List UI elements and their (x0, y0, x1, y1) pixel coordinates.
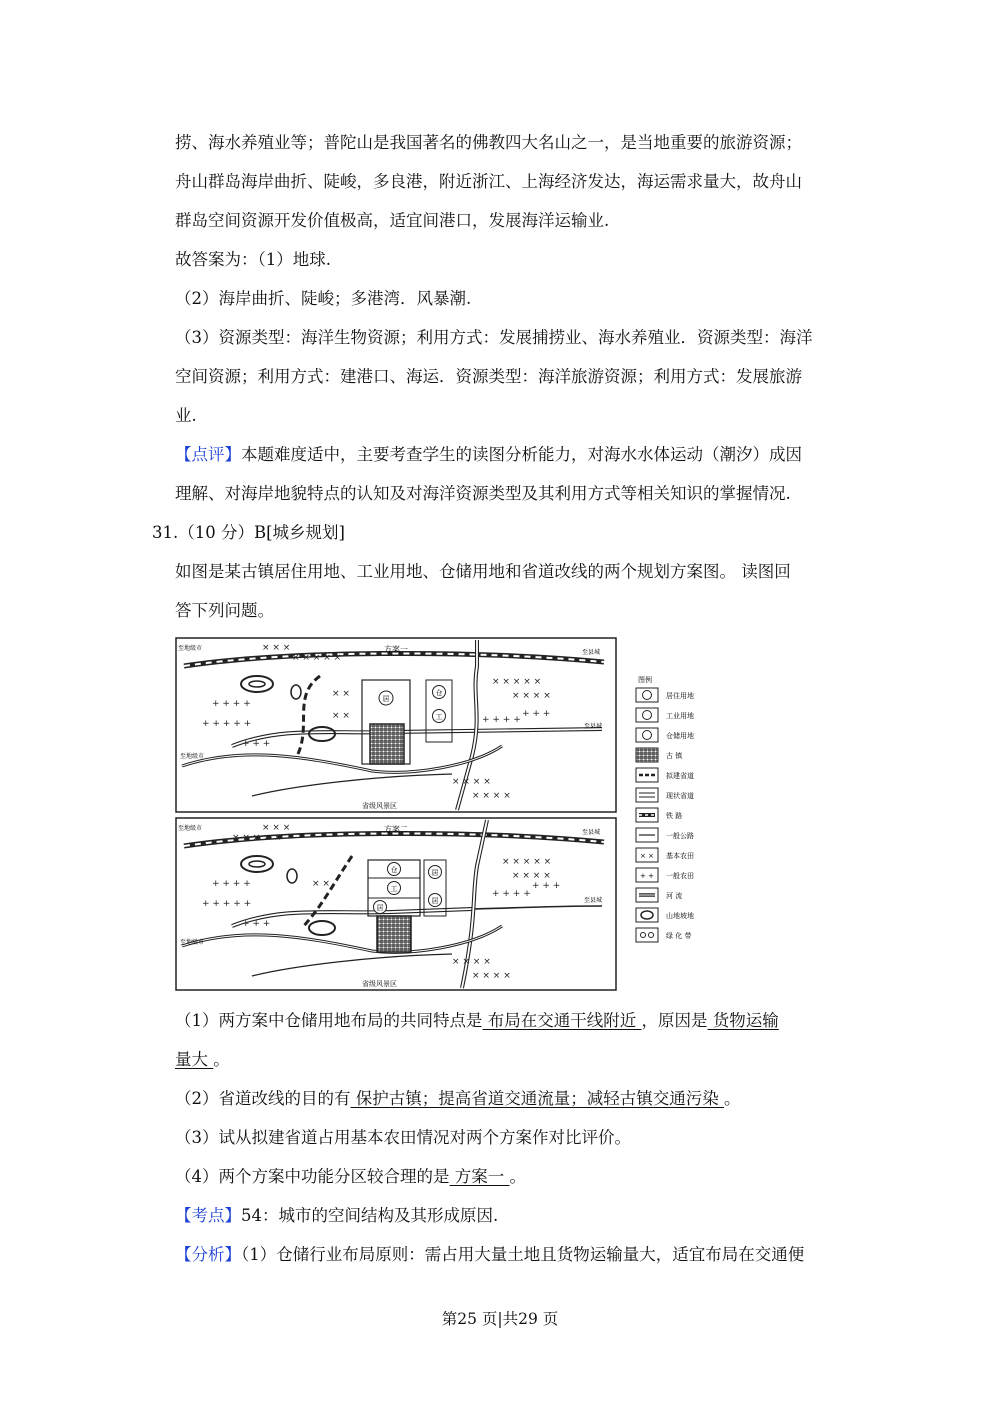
land-residential-label: 居 (431, 897, 439, 905)
page-footer: 第25 页|共29 页 (441, 1310, 559, 1328)
svg-text:× × × ×: × × × × (472, 791, 511, 801)
svg-text:一般农田: 一般农田 (666, 872, 694, 880)
map-legend (636, 675, 694, 942)
svg-text:× × × ×: × × × × (452, 777, 491, 787)
question-intro: 如图是某古镇居住用地、工业用地、仓储用地和省道改线的两个规划方案图。 读图回 (175, 562, 791, 581)
legend-item (636, 888, 682, 902)
legend-title: 图例 (638, 676, 652, 684)
kaodian-text: 54：城市的空间结构及其形成原因. (241, 1206, 499, 1225)
svg-text:+ + +: + + + (532, 881, 561, 891)
svg-text:+ + +: + + + (242, 739, 271, 749)
svg-text:× × × × ×: × × × × × (502, 857, 552, 867)
svg-text:+ +: + + (640, 872, 654, 880)
question-header: 31.（10 分）B[城乡规划] (152, 523, 345, 542)
kaodian-line (175, 1206, 498, 1226)
legend-item (636, 828, 694, 842)
to-county-top-label: 至县城 (582, 649, 601, 656)
scenic-area-label: 省级风景区 (362, 802, 397, 810)
svg-text:× ×: × × (332, 689, 350, 699)
review-line: 理解、对海岸地貌特点的认知及对海洋资源类型及其利用方式等相关知识的掌握情况. (175, 484, 791, 503)
land-storage-label: 仓 (390, 866, 398, 874)
svg-text:河 流: 河 流 (666, 892, 683, 900)
text-line: 业. (175, 406, 197, 425)
review-tag: 【点评】 (175, 445, 241, 464)
to-county-mid-label: 至县城 (584, 723, 603, 730)
answer-text: （4）两个方案中功能分区较合理的是 (175, 1167, 450, 1186)
svg-text:拟建省道: 拟建省道 (666, 772, 694, 780)
legend-item (636, 728, 694, 742)
scenic-area-label: 省级风景区 (362, 980, 397, 988)
svg-text:× × × × ×: × × × × × (492, 677, 542, 687)
answer-line-1 (175, 1011, 779, 1031)
svg-text:+ + + + +: + + + + + (202, 719, 252, 729)
legend-item (636, 808, 682, 822)
legend-item (636, 688, 694, 702)
review-text: 本题难度适中，主要考查学生的读图分析能力，对海水水体运动（潮汐）成因 (241, 445, 802, 464)
svg-text:+ + + +: + + + + (212, 699, 251, 709)
answer-line-3: （3）试从拟建省道占用基本农田情况对两个方案作对比评价。 (175, 1128, 631, 1147)
svg-text:古 镇: 古 镇 (666, 752, 683, 760)
land-residential-label: 居 (376, 904, 384, 912)
svg-text:绿 化 带: 绿 化 带 (666, 932, 692, 940)
svg-text:基本农田: 基本农田 (666, 852, 694, 860)
plan-one-map (176, 638, 616, 812)
svg-text:现状省道: 现状省道 (666, 792, 694, 800)
svg-text:× × × ×: × × × × (512, 871, 551, 881)
svg-text:居住用地: 居住用地 (666, 692, 694, 700)
answer-line-1b (175, 1050, 230, 1070)
answer-line-4 (175, 1167, 526, 1187)
to-prefecture-top-label: 至地级市 (178, 645, 203, 652)
legend-item (636, 768, 694, 782)
svg-text:+ + +: + + + (242, 919, 271, 929)
land-industrial-label: 工 (390, 885, 398, 893)
text-line: 空间资源；利用方式：建港口、海运．资源类型：海洋旅游资源；利用方式：发展旅游 (175, 367, 802, 386)
answer-fill: 货物运输 (707, 1011, 779, 1030)
svg-text:× ×: × × (332, 711, 350, 721)
text-line: （3）资源类型：海洋生物资源；利用方式：发展捕捞业、海水养殖业．资源类型：海洋 (175, 328, 813, 347)
land-residential-label: 居 (382, 695, 390, 703)
legend-item (636, 788, 694, 802)
legend-item (636, 908, 694, 922)
land-residential-label: 居 (431, 869, 439, 877)
answer-fill: 保护古镇；提高省道交通流量；减轻古镇交通污染 (350, 1089, 724, 1108)
svg-text:一般公路: 一般公路 (666, 832, 694, 840)
kaodian-tag: 【考点】 (175, 1206, 241, 1225)
review-line (175, 445, 802, 465)
to-county-top-label: 至县城 (582, 829, 601, 836)
svg-text:铁 路: 铁 路 (666, 812, 683, 820)
text-line: 舟山群岛海岸曲折、陡峻，多良港，附近浙江、上海经济发达，海运需求量大，故舟山 (175, 172, 802, 191)
svg-text:× ×: × × (312, 879, 330, 889)
svg-text:× × ×: × × × (262, 643, 291, 653)
legend-item (636, 748, 683, 762)
question-intro: 答下列问题。 (175, 601, 274, 620)
answer-text: 。 (509, 1167, 526, 1186)
svg-text:× × ×: × × × (262, 823, 291, 833)
svg-text:+ + + +: + + + + (482, 715, 521, 725)
to-prefecture-mid-label: 至地级市 (180, 939, 205, 946)
answer-text: 。 (213, 1050, 230, 1069)
svg-text:× × × × ×: × × × × × (292, 653, 342, 663)
fenxi-line (175, 1245, 804, 1265)
fenxi-text: （1）仓储行业布局原则：需占用大量土地且货物运输量大，适宜布局在交通便 (241, 1245, 805, 1264)
legend-item (636, 928, 691, 942)
to-county-mid-label: 至县城 (584, 897, 603, 904)
land-storage-label: 仓 (435, 689, 443, 697)
svg-text:× × × ×: × × × × (452, 957, 491, 967)
text-line: 故答案为：（1）地球. (175, 250, 331, 269)
text-line: 捞、海水养殖业等；普陀山是我国著名的佛教四大名山之一，是当地重要的旅游资源； (175, 133, 802, 152)
planning-map-figure (172, 636, 722, 992)
svg-text:× ×: × × (640, 852, 654, 860)
text-line: 群岛空间资源开发价值极高，适宜间港口，发展海洋运输业. (175, 211, 610, 230)
svg-text:+ + + + +: + + + + + (202, 899, 252, 909)
svg-text:× × × ×: × × × × (512, 691, 551, 701)
answer-text: （1）两方案中仓储用地布局的共同特点是 (175, 1011, 483, 1030)
svg-text:+ + + +: + + + + (212, 879, 251, 889)
legend-item (636, 848, 694, 862)
svg-text:+ + +: + + + (522, 709, 551, 719)
to-prefecture-top-label: 至地级市 (178, 825, 203, 832)
svg-text:仓储用地: 仓储用地 (666, 732, 694, 740)
legend-item (636, 708, 694, 722)
answer-fill: 量大 (175, 1050, 214, 1069)
to-prefecture-mid-label: 至地级市 (180, 753, 205, 760)
answer-text: （2）省道改线的目的有 (175, 1089, 351, 1108)
answer-fill: 方案一 (449, 1167, 510, 1186)
answer-text: 。 (724, 1089, 741, 1108)
svg-text:× × × × ×: × × × × × (232, 833, 282, 843)
fenxi-tag: 【分析】 (175, 1245, 241, 1264)
svg-text:× × × ×: × × × × (472, 971, 511, 981)
svg-text:工业用地: 工业用地 (666, 712, 694, 720)
land-industrial-label: 工 (435, 713, 443, 721)
plan-one-title: 方案一 (384, 645, 408, 654)
svg-text:+ + + +: + + + + (492, 889, 531, 899)
answer-text: ，原因是 (641, 1011, 708, 1030)
answer-line-2 (175, 1089, 741, 1109)
legend-item (636, 868, 694, 882)
answer-fill: 布局在交通干线附近 (482, 1011, 642, 1030)
plan-two-title: 方案二 (384, 825, 408, 834)
text-line: （2）海岸曲折、陡峻；多港湾．风暴潮. (175, 289, 472, 308)
svg-text:山地坡地: 山地坡地 (666, 912, 694, 920)
plan-two-map (176, 818, 616, 990)
